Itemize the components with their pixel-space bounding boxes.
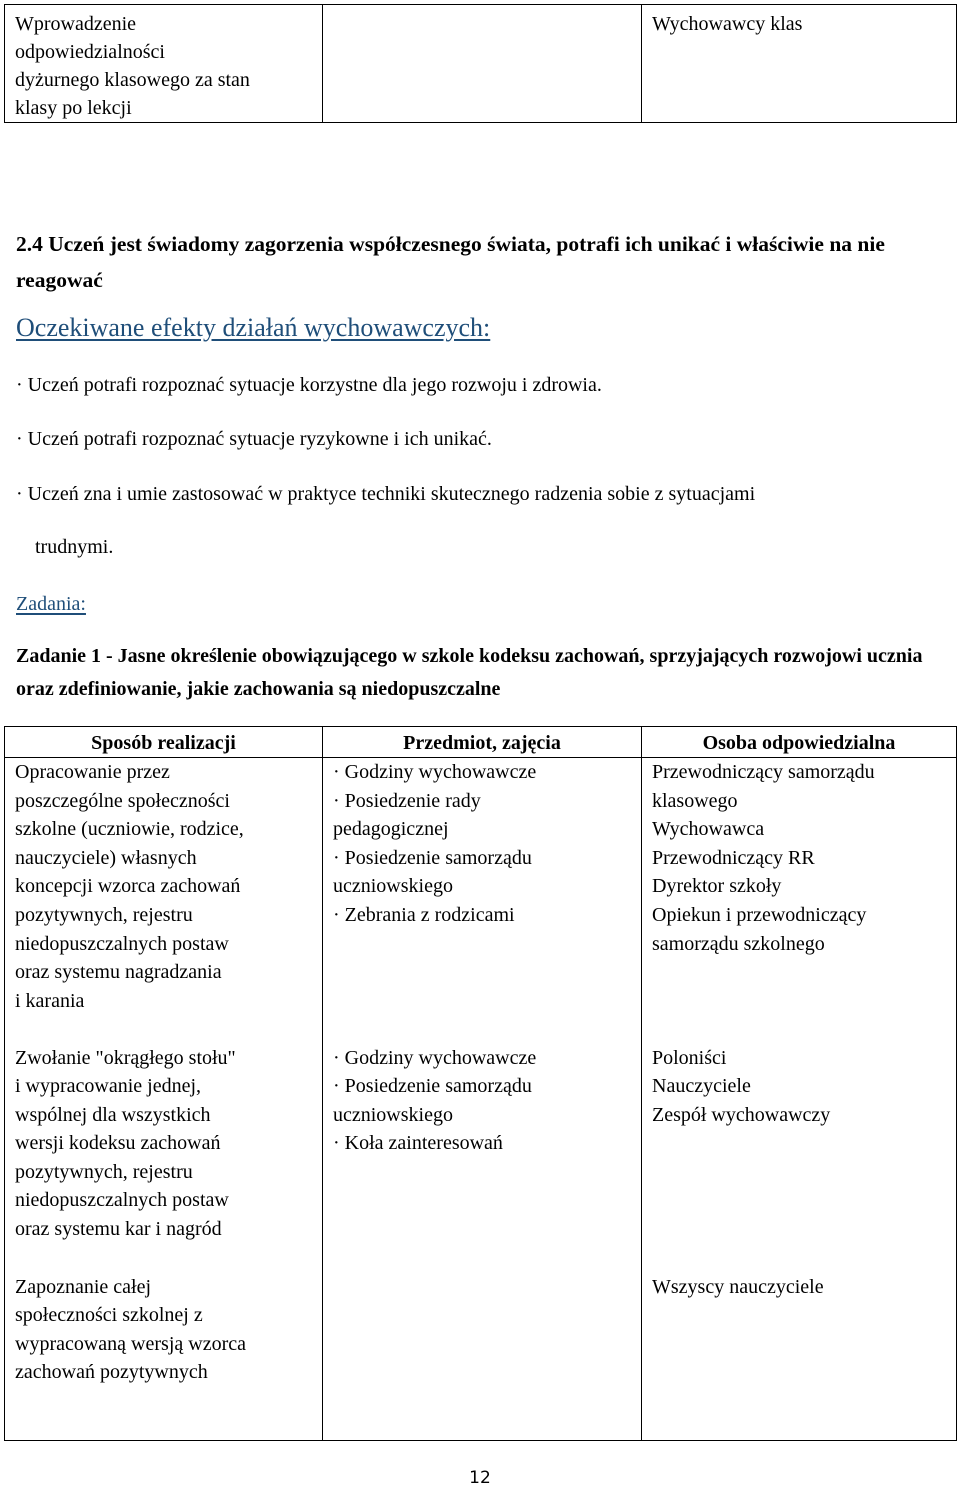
cell-line: Zwołanie "okrągłego stołu": [15, 1046, 236, 1069]
cell-line: Wychowawca: [652, 818, 765, 841]
cell-line: wspólnej dla wszystkich: [15, 1103, 211, 1126]
page-number: 12: [469, 1468, 491, 1488]
cell-line: samorządu szkolnego: [652, 932, 825, 955]
effect-bullet: · Uczeń potrafi rozpoznać sytuacje korzystne dla jego rozwoju i zdrowia.: [16, 374, 602, 396]
cell-line: Wszyscy nauczyciele: [652, 1275, 824, 1298]
cell-line: Przewodniczący RR: [652, 846, 815, 869]
subject-cell: [323, 758, 642, 1044]
cell-line: oraz systemu nagradzania: [15, 961, 222, 984]
cell-line: i karania: [15, 989, 85, 1012]
cell-line: nauczyciele) własnych: [15, 846, 197, 869]
header-method: Sposób realizacji: [5, 727, 323, 758]
task-table: [4, 726, 957, 1441]
task-subject-cell: [323, 5, 642, 123]
cell-line: Zespół wychowawczy: [652, 1103, 831, 1126]
cell-line: pozytywnych, rejestru: [15, 1160, 193, 1183]
previous-task-table: [4, 4, 957, 123]
header-subject: Przedmiot, zajęcia: [323, 727, 642, 758]
cell-line: dyżurnego klasowego za stan: [15, 69, 250, 91]
cell-line: uczniowskiego: [333, 1103, 453, 1126]
cell-line: szkolne (uczniowie, rodzice,: [15, 818, 244, 841]
cell-line: pedagogicznej: [333, 818, 449, 841]
table-row: [5, 1044, 957, 1273]
cell-line: niedopuszczalnych postaw: [15, 1189, 229, 1212]
method-cell: [5, 758, 323, 1044]
table-header-row: [5, 727, 957, 758]
table-row: [5, 1273, 957, 1441]
cell-line: Poloniści: [652, 1046, 727, 1069]
cell-line: i wypracowanie jednej,: [15, 1075, 202, 1098]
cell-line: pozytywnych, rejestru: [15, 903, 193, 926]
task-responsible-cell: Wychowawcy klas: [642, 5, 957, 123]
task-method-cell: [5, 5, 323, 123]
header-responsible: Osoba odpowiedzialna: [642, 727, 957, 758]
cell-line: Nauczyciele: [652, 1075, 751, 1098]
cell-line: Dyrektor szkoły: [652, 875, 782, 898]
tasks-label: Zadania:: [16, 593, 86, 615]
cell-line: · Posiedzenie samorządu: [333, 846, 532, 869]
table-row: [5, 758, 957, 1044]
cell-line: odpowiedzialności: [15, 41, 165, 63]
section-heading: 2.4 Uczeń jest świadomy zagorzenia współczesnego świata, potrafi ich unikać i właściwie na nie reagować: [16, 232, 885, 292]
effect-bullet: · Uczeń potrafi rozpoznać sytuacje ryzykowne i ich unikać.: [16, 428, 492, 450]
cell-line: klasy po lekcji: [15, 97, 132, 119]
cell-line: · Posiedzenie samorządu: [333, 1075, 532, 1098]
cell-line: uczniowskiego: [333, 875, 453, 898]
subject-cell: [323, 1273, 642, 1441]
method-cell: [5, 1273, 323, 1441]
cell-line: · Godziny wychowawcze: [333, 1046, 537, 1069]
cell-line: wersji kodeksu zachowań: [15, 1132, 221, 1155]
cell-line: Opracowanie przez: [15, 761, 170, 783]
cell-line: klasowego: [652, 789, 738, 812]
cell-line: Zapoznanie całej: [15, 1275, 152, 1298]
cell-line: poszczególne społeczności: [15, 789, 230, 812]
cell-line: · Posiedzenie rady: [333, 789, 481, 812]
cell-line: niedopuszczalnych postaw: [15, 932, 229, 955]
method-cell: [5, 1044, 323, 1273]
cell-line: Opiekun i przewodniczący: [652, 903, 867, 926]
cell-line: wypracowaną wersją wzorca: [15, 1332, 246, 1355]
task-title: Zadanie 1 - Jasne określenie obowiązującego w szkole kodeksu zachowań, sprzyjających rozwojowi ucznia oraz zdefiniowanie, jakie zachowania są niedopuszczalne: [16, 645, 923, 700]
cell-line: Przewodniczący samorządu: [652, 761, 875, 783]
effect-bullet-continuation: trudnymi.: [35, 536, 114, 558]
cell-line: koncepcji wzorca zachowań: [15, 875, 241, 898]
cell-line: społeczności szkolnej z: [15, 1304, 203, 1327]
responsible-cell: [642, 1044, 957, 1273]
cell-line: · Koła zainteresowań: [333, 1132, 503, 1155]
responsible-cell: [642, 758, 957, 1044]
subject-cell: [323, 1044, 642, 1273]
cell-line: Wprowadzenie: [15, 13, 137, 35]
cell-line: · Zebrania z rodzicami: [333, 903, 515, 926]
cell-line: zachowań pozytywnych: [15, 1361, 208, 1384]
previous-task-row: [5, 5, 957, 123]
cell-line: oraz systemu kar i nagród: [15, 1218, 222, 1241]
effect-bullet: · Uczeń zna i umie zastosować w praktyce techniki skutecznego radzenia sobie z sytuacjami: [16, 483, 756, 505]
responsible-cell: [642, 1273, 957, 1441]
cell-line: · Godziny wychowawcze: [333, 761, 537, 783]
expected-effects-title: Oczekiwane efekty działań wychowawczych:: [16, 313, 491, 342]
